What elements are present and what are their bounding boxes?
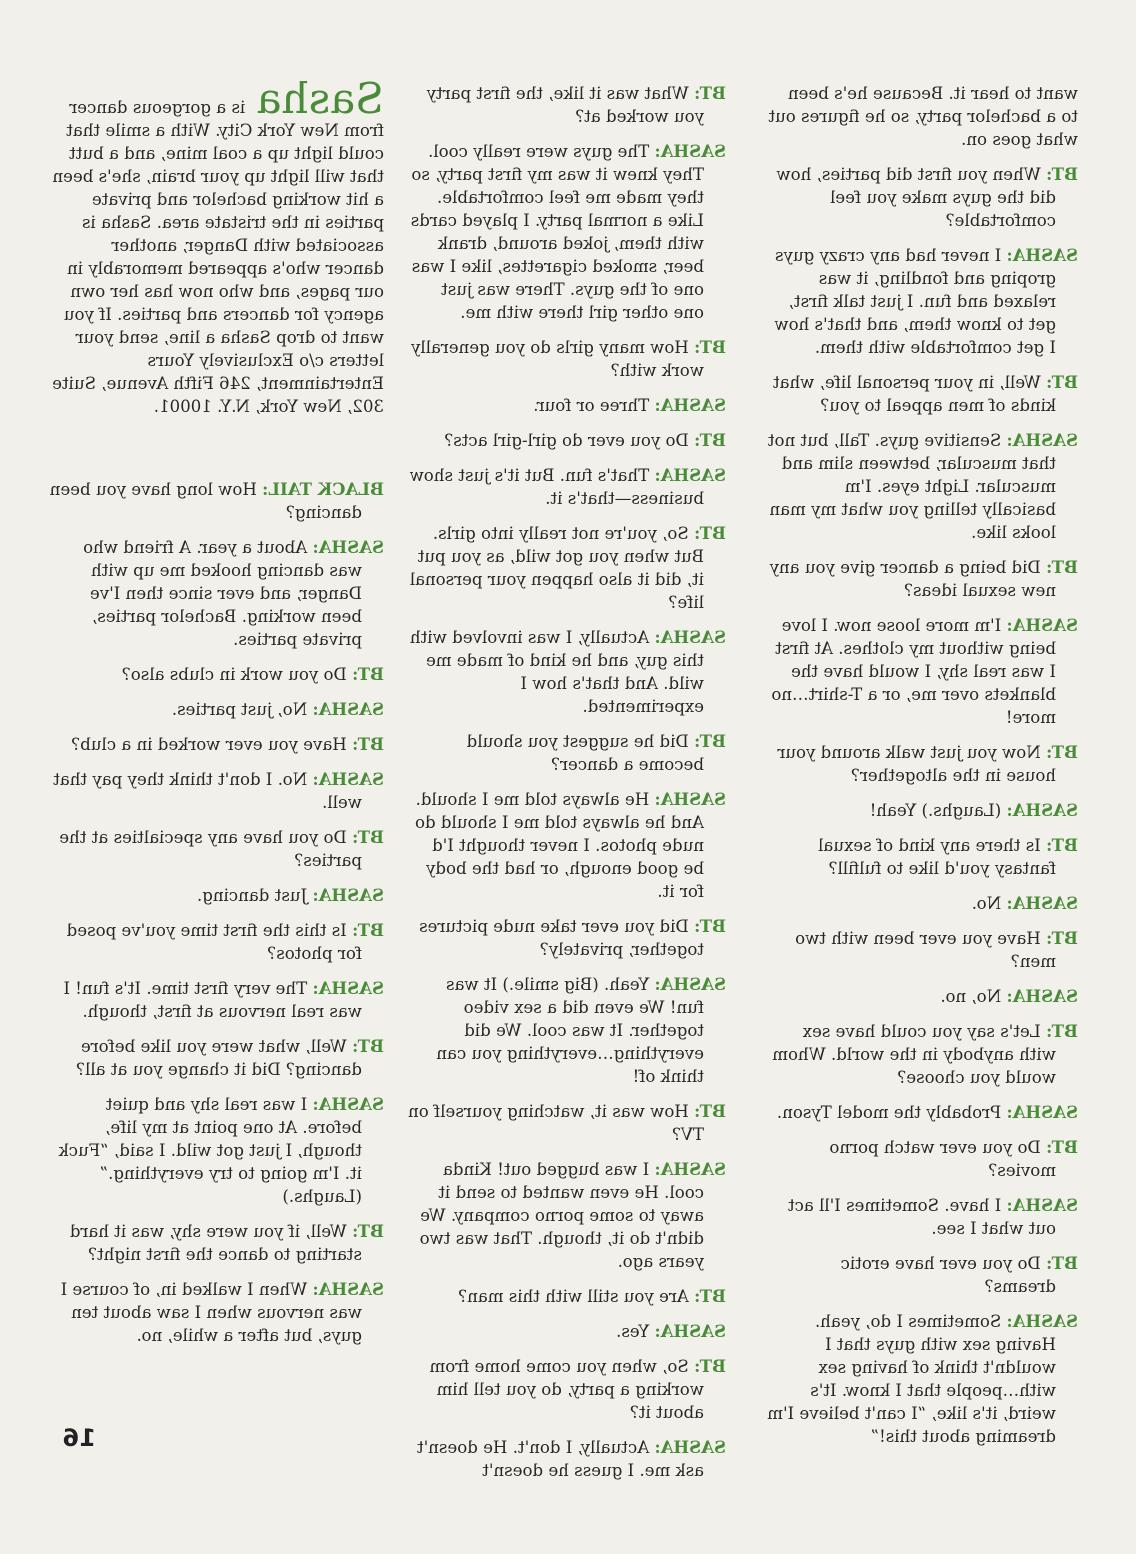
- answer-text: Are you still with this man?: [458, 1287, 689, 1306]
- qa-paragraph: [766, 741, 1078, 787]
- intro-text: is a gorgeous dancer from New York City. With a smile that could light up a coal mine, and a butt that will light up your brain, she's been a hit working bachelor and private parties in the tristate area. Sasha is associated with Danger, another dancer who's appeared memorably in our pages, and who now has her own agency for dancers and parties. If you want to drop Sasha a line, send your letters c/o Exclusively Yours Entertainment, 246 Fifth Avenue, Suite 302, New York, N.Y. 10001.: [52, 98, 384, 416]
- qa-paragraph: [766, 1310, 1078, 1448]
- speaker-label: SASHA:: [1006, 1102, 1078, 1122]
- speaker-label: BT:: [1046, 557, 1078, 577]
- qa-paragraph: [766, 82, 1078, 151]
- speaker-label: BT:: [1046, 835, 1078, 855]
- speaker-label: SASHA:: [1006, 893, 1078, 913]
- speaker-label: SASHA:: [1006, 1195, 1078, 1215]
- qa-paragraph: [766, 556, 1078, 602]
- answer-text: So, when you come home from working a party, do you tell him about it?: [429, 1357, 704, 1422]
- column-1: [48, 74, 384, 1359]
- speaker-label: SASHA:: [654, 1159, 726, 1179]
- answer-text: When you first did parties, how did the guys make you feel comfortable?: [776, 165, 1056, 230]
- answer-text: Do you ever have erotic dreams?: [840, 1254, 1056, 1296]
- intro-name: Sasha: [256, 74, 384, 123]
- answer-text: Yeah. (Big smile.) It was fun! We even did a sex video together. It was cool. We did everything…everything you can think of!: [436, 975, 704, 1086]
- answer-text: Is there any kind of sexual fantasy you'd like to fulfill?: [818, 836, 1056, 878]
- answer-text: No. I don't think they pay that well.: [53, 770, 362, 812]
- qa-paragraph: [48, 1278, 384, 1347]
- speaker-label: BT:: [1046, 1137, 1078, 1157]
- answer-text: How long have you been dancing?: [49, 480, 362, 522]
- qa-paragraph: [408, 464, 726, 510]
- speaker-label: SASHA:: [654, 974, 726, 994]
- answer-text: Actually, I don't. He doesn't ask me. I guess he doesn't: [416, 1438, 704, 1480]
- qa-paragraph: [766, 429, 1078, 544]
- qa-paragraph: [48, 977, 384, 1023]
- answer-text: No, just parties.: [171, 700, 308, 719]
- speaker-label: SASHA:: [654, 141, 726, 161]
- qa-paragraph: [48, 768, 384, 814]
- answer-text: Actually, I was involved with this guy, and he kind of made me wild. And that's how I experimented.: [409, 628, 704, 716]
- qa-paragraph: [408, 1100, 726, 1146]
- speaker-label: BLACK TAIL:: [262, 479, 384, 499]
- qa-paragraph: [408, 626, 726, 718]
- speaker-label: SASHA:: [312, 1279, 384, 1299]
- speaker-label: SASHA:: [1006, 245, 1078, 265]
- answer-text: Do you work in clubs also?: [121, 665, 347, 684]
- speaker-label: SASHA:: [312, 978, 384, 998]
- qa-list: [48, 478, 384, 1347]
- qa-paragraph: [408, 522, 726, 614]
- answer-text: So, you're not really into girls. But when you got wild, as you put it, did it also happen your personal life?: [409, 524, 704, 612]
- qa-paragraph: [766, 1252, 1078, 1298]
- qa-paragraph: [48, 536, 384, 651]
- qa-paragraph: [408, 788, 726, 903]
- speaker-label: SASHA:: [1006, 1311, 1078, 1331]
- qa-paragraph: [408, 730, 726, 776]
- answer-text: Do you ever do girl-girl acts?: [444, 431, 689, 450]
- speaker-label: SASHA:: [1006, 800, 1078, 820]
- answer-text: Sensitive guys. Tall, but not that muscular, between slim and muscular. Light eyes. I'm basically telling you what my man looks like.: [767, 431, 1056, 542]
- speaker-label: BT:: [1046, 164, 1078, 184]
- qa-paragraph: [408, 1436, 726, 1482]
- qa-paragraph: [408, 915, 726, 961]
- answer-text: I was bugged out! Kinda cool. He even wanted to send it away to some porno company. We didn't do it, though. That was two years ago.: [419, 1160, 704, 1271]
- answer-text: want to hear it. Because he's been to a bachelor party, so he figures out what goes on.: [768, 84, 1078, 149]
- answer-text: Is this the first time you've posed for photos?: [66, 921, 362, 963]
- speaker-label: SASHA:: [312, 1094, 384, 1114]
- answer-text: He always told me I should. And he always told me I should do nude photos. I never thought I'd be good enough, or had the body for it.: [414, 790, 704, 901]
- speaker-label: SASHA:: [654, 1437, 726, 1457]
- speaker-label: BT:: [352, 734, 384, 754]
- speaker-label: BT:: [694, 83, 726, 103]
- qa-paragraph: [408, 1320, 726, 1343]
- qa-paragraph: [766, 371, 1078, 417]
- answer-text: Sometimes I do, yeah. Having sex with guys that I wouldn't think of having sex with…people that I know. It's weird, it's like, “I can't believe I'm dreaming about this!”: [767, 1312, 1056, 1446]
- answer-text: Have you ever been with two men?: [795, 929, 1056, 971]
- qa-paragraph: [48, 1035, 384, 1081]
- qa-paragraph: [48, 884, 384, 907]
- qa-paragraph: [48, 698, 384, 721]
- speaker-label: BT:: [352, 1036, 384, 1056]
- answer-text: Do you have any specialties at the parties?: [59, 828, 362, 870]
- answer-text: No, no.: [940, 987, 1002, 1006]
- speaker-label: BT:: [1046, 1253, 1078, 1273]
- speaker-label: BT:: [694, 1356, 726, 1376]
- answer-text: Do you ever watch porno movies?: [829, 1138, 1056, 1180]
- speaker-label: SASHA:: [312, 885, 384, 905]
- speaker-label: BT:: [694, 523, 726, 543]
- qa-paragraph: [48, 919, 384, 965]
- qa-paragraph: [766, 892, 1078, 915]
- answer-text: Yes.: [616, 1322, 650, 1341]
- answer-text: Now you just walk around your house in the altogether?: [777, 743, 1056, 785]
- answer-text: The very first time. It's fun! I was real nervous at first, though.: [63, 979, 362, 1021]
- qa-paragraph: [408, 140, 726, 324]
- qa-paragraph: [408, 1355, 726, 1424]
- speaker-label: BT:: [352, 827, 384, 847]
- answer-text: I never had any crazy guys groping and fondling, it was relaxed and fun. I just talk first, get to know them, and that's how I get comfortable with them.: [774, 246, 1056, 357]
- intro-paragraph: [48, 74, 384, 418]
- qa-list: [766, 82, 1078, 1448]
- answer-text: Three or four.: [533, 396, 650, 415]
- qa-paragraph: [766, 244, 1078, 359]
- speaker-label: BT:: [694, 430, 726, 450]
- speaker-label: SASHA:: [1006, 615, 1078, 635]
- speaker-label: SASHA:: [654, 395, 726, 415]
- answer-text: Did he suggest you should become a dancer?: [466, 732, 704, 774]
- speaker-label: SASHA:: [1006, 430, 1078, 450]
- qa-paragraph: [408, 82, 726, 128]
- answer-text: I'm more loose now. I love being without my clothes. At first I was real shy, I would have the blankets over me, or a T-shirt…no more!: [771, 616, 1056, 727]
- speaker-label: BT:: [1046, 1021, 1078, 1041]
- qa-paragraph: [408, 973, 726, 1088]
- qa-paragraph: [766, 927, 1078, 973]
- speaker-label: BT:: [694, 337, 726, 357]
- qa-paragraph: [408, 336, 726, 382]
- speaker-label: SASHA:: [312, 537, 384, 557]
- page-number: 16: [62, 1424, 96, 1452]
- answer-text: Did being a dancer give you any new sexual ideas?: [769, 558, 1056, 600]
- speaker-label: SASHA:: [312, 699, 384, 719]
- answer-text: I was real shy and quiet before. At one point at my life, though, I just got wild. I said, “Fuck it. I'm going to try everything.” (Laughs.): [58, 1095, 362, 1206]
- qa-paragraph: [408, 394, 726, 417]
- qa-paragraph: [48, 663, 384, 686]
- column-2: [408, 82, 726, 1494]
- speaker-label: BT:: [694, 1101, 726, 1121]
- speaker-label: BT:: [352, 664, 384, 684]
- answer-text: When I walked in, of course I was nervous when I saw about ten guys, but after a while, no.: [60, 1280, 362, 1345]
- qa-paragraph: [766, 985, 1078, 1008]
- speaker-label: BT:: [694, 731, 726, 751]
- speaker-label: BT:: [352, 1221, 384, 1241]
- speaker-label: BT:: [1046, 928, 1078, 948]
- qa-paragraph: [766, 1194, 1078, 1240]
- qa-list: [408, 82, 726, 1482]
- answer-text: About a year. A friend who was dancing hooked me up with Danger, and ever since then I've been working. Bachelor parties, private parties.: [83, 538, 362, 649]
- answer-text: Well, in your personal life, what kinds of men appeal to you?: [772, 373, 1056, 415]
- answer-text: Just dancing.: [197, 886, 308, 905]
- qa-paragraph: [408, 1158, 726, 1273]
- qa-paragraph: [408, 1285, 726, 1308]
- answer-text: No.: [971, 894, 1002, 913]
- speaker-label: SASHA:: [654, 789, 726, 809]
- qa-paragraph: [766, 1136, 1078, 1182]
- qa-paragraph: [48, 1093, 384, 1208]
- speaker-label: SASHA:: [654, 1321, 726, 1341]
- answer-text: (Laughs.) Yeah!: [869, 801, 1002, 820]
- speaker-label: BT:: [694, 1286, 726, 1306]
- qa-paragraph: [766, 799, 1078, 822]
- speaker-label: SASHA:: [1006, 986, 1078, 1006]
- answer-text: The guys were really cool. They knew it was my first party, so they made me feel comfortable. Like a normal party. I played cards with them, joked around, drank beer, smoked cigarettes, like I was one of the guys. There was just one other girl there with me.: [410, 142, 704, 322]
- qa-paragraph: [48, 826, 384, 872]
- qa-paragraph: [48, 1220, 384, 1266]
- answer-text: Probably the model Tyson.: [776, 1103, 1002, 1122]
- answer-text: What was it like, the first party you worked at?: [426, 84, 704, 126]
- speaker-label: BT:: [352, 920, 384, 940]
- answer-text: Let's say you could have sex with anybody in the world. Whom would you choose?: [772, 1022, 1056, 1087]
- answer-text: How many girls do you generally work with?: [410, 338, 704, 380]
- answer-text: That's fun. But it's just show business—that's it.: [409, 466, 704, 508]
- speaker-label: SASHA:: [654, 627, 726, 647]
- qa-paragraph: [408, 429, 726, 452]
- column-3: [766, 82, 1078, 1460]
- answer-text: How was it, watching yourself on TV?: [408, 1102, 704, 1144]
- answer-text: I have. Sometimes I'll act out what I see.: [787, 1196, 1056, 1238]
- speaker-label: BT:: [1046, 372, 1078, 392]
- qa-paragraph: [48, 478, 384, 524]
- qa-paragraph: [766, 834, 1078, 880]
- answer-text: Did you ever take nude pictures together, privately?: [419, 917, 704, 959]
- speaker-label: BT:: [1046, 742, 1078, 762]
- answer-text: Well, if you were shy, was it hard starting to dance the first night?: [69, 1222, 362, 1264]
- qa-paragraph: [766, 614, 1078, 729]
- speaker-label: SASHA:: [654, 465, 726, 485]
- speaker-label: SASHA:: [312, 769, 384, 789]
- speaker-label: BT:: [694, 916, 726, 936]
- qa-paragraph: [766, 163, 1078, 232]
- answer-text: Have you ever worked in a club?: [71, 735, 347, 754]
- answer-text: Well, what were you like before dancing? Did it change you at all?: [76, 1037, 362, 1079]
- qa-paragraph: [48, 733, 384, 756]
- qa-paragraph: [766, 1101, 1078, 1124]
- qa-paragraph: [766, 1020, 1078, 1089]
